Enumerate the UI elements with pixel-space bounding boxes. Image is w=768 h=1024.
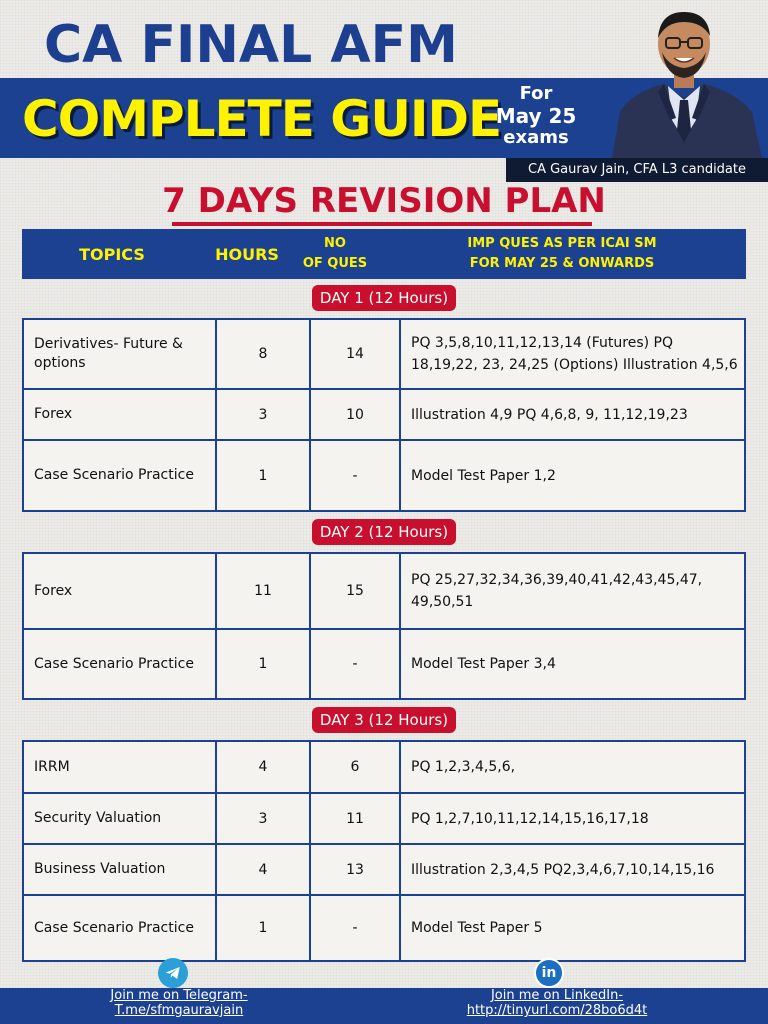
hours-cell: 11 [216, 553, 310, 629]
ques-count-cell: 14 [310, 319, 400, 389]
imp-ques-cell: PQ 1,2,3,4,5,6, [400, 741, 745, 793]
table-row [23, 741, 745, 793]
linkedin-icon[interactable]: in [534, 958, 564, 988]
ques-count-cell: 10 [310, 389, 400, 440]
exam-session-label [494, 84, 578, 148]
plan-title: 7 DAYS REVISION PLAN [162, 181, 606, 221]
table-row [23, 793, 745, 844]
imp-ques-cell: PQ 3,5,8,10,11,12,13,14 (Futures) PQ 18,19,22, 23, 24,25 (Options) Illustration 4,5,6 [400, 319, 745, 389]
ques-count-cell: 13 [310, 844, 400, 895]
linkedin-link-url[interactable]: http://tinyurl.com/28bo6d4t [466, 1003, 648, 1018]
table-row [23, 844, 745, 895]
day-1-label: DAY 1 (12 Hours) [312, 285, 456, 311]
title-underline [172, 222, 592, 226]
session-label: May 25 [495, 104, 577, 128]
table-row [23, 629, 745, 699]
topic-cell: Business Valuation [23, 844, 216, 895]
linkedin-link-label: Join me on LinkedIn- [490, 988, 624, 1003]
author-caption: CA Gaurav Jain, CFA L3 candidate [506, 158, 768, 182]
table-row [23, 895, 745, 961]
header-imp-line2: FOR MAY 25 & ONWARDS [469, 256, 655, 271]
day-1-badge [0, 285, 768, 311]
hours-cell: 1 [216, 440, 310, 511]
topic-cell: IRRM [23, 741, 216, 793]
for-label: For [519, 83, 553, 104]
topic-cell: Case Scenario Practice [23, 440, 216, 511]
table-row [23, 553, 745, 629]
imp-ques-cell: Model Test Paper 3,4 [400, 629, 745, 699]
hours-cell: 3 [216, 793, 310, 844]
main-title: CA FINAL AFM [44, 15, 458, 75]
ques-count-cell: 6 [310, 741, 400, 793]
topic-cell: Derivatives- Future & options [23, 319, 216, 389]
telegram-link-label: Join me on Telegram- [110, 988, 248, 1003]
imp-ques-cell: Model Test Paper 1,2 [400, 440, 745, 511]
topic-cell: Case Scenario Practice [23, 895, 216, 961]
hours-cell: 3 [216, 389, 310, 440]
telegram-icon[interactable] [158, 958, 188, 988]
telegram-link-url[interactable]: T.me/sfmgauravjain [114, 1003, 244, 1018]
day-3-badge [0, 707, 768, 733]
header-imp-line1: IMP QUES AS PER ICAI SM [467, 236, 657, 251]
table-row [23, 440, 745, 511]
ques-count-cell: - [310, 629, 400, 699]
hours-cell: 1 [216, 895, 310, 961]
table-row [23, 319, 745, 389]
topic-cell: Case Scenario Practice [23, 629, 216, 699]
day-2-label: DAY 2 (12 Hours) [312, 519, 456, 545]
day-3-label: DAY 3 (12 Hours) [312, 707, 456, 733]
header-no-of-ques [292, 229, 378, 279]
day-1-table [22, 318, 746, 512]
imp-ques-cell: PQ 25,27,32,34,36,39,40,41,42,43,45,47, 49,50,51 [400, 553, 745, 629]
imp-ques-cell: Illustration 4,9 PQ 4,6,8, 9, 11,12,19,23 [400, 389, 745, 440]
imp-ques-cell: Model Test Paper 5 [400, 895, 745, 961]
table-header [22, 229, 746, 279]
author-photo [602, 0, 768, 158]
banner-title: COMPLETE GUIDE [22, 90, 502, 148]
header-topics: TOPICS [79, 244, 145, 264]
header-ques-line2: OF QUES [302, 256, 368, 271]
linkedin-link[interactable] [450, 988, 664, 1018]
ques-count-cell: 15 [310, 553, 400, 629]
header-ques-line1: NO [324, 236, 346, 251]
hours-cell: 1 [216, 629, 310, 699]
day-3-table [22, 740, 746, 962]
topic-cell: Forex [23, 553, 216, 629]
header-hours: HOURS [215, 244, 279, 264]
hours-cell: 8 [216, 319, 310, 389]
telegram-link[interactable] [84, 988, 274, 1018]
day-2-badge [0, 519, 768, 545]
hours-cell: 4 [216, 741, 310, 793]
ques-count-cell: 11 [310, 793, 400, 844]
topic-cell: Forex [23, 389, 216, 440]
ques-count-cell: - [310, 440, 400, 511]
table-row [23, 389, 745, 440]
header-imp-ques [378, 229, 746, 279]
day-2-table [22, 552, 746, 700]
hours-cell: 4 [216, 844, 310, 895]
exams-label: exams [503, 127, 569, 148]
topic-cell: Security Valuation [23, 793, 216, 844]
imp-ques-cell: PQ 1,2,7,10,11,12,14,15,16,17,18 [400, 793, 745, 844]
ques-count-cell: - [310, 895, 400, 961]
imp-ques-cell: Illustration 2,3,4,5 PQ2,3,4,6,7,10,14,15,16 [400, 844, 745, 895]
